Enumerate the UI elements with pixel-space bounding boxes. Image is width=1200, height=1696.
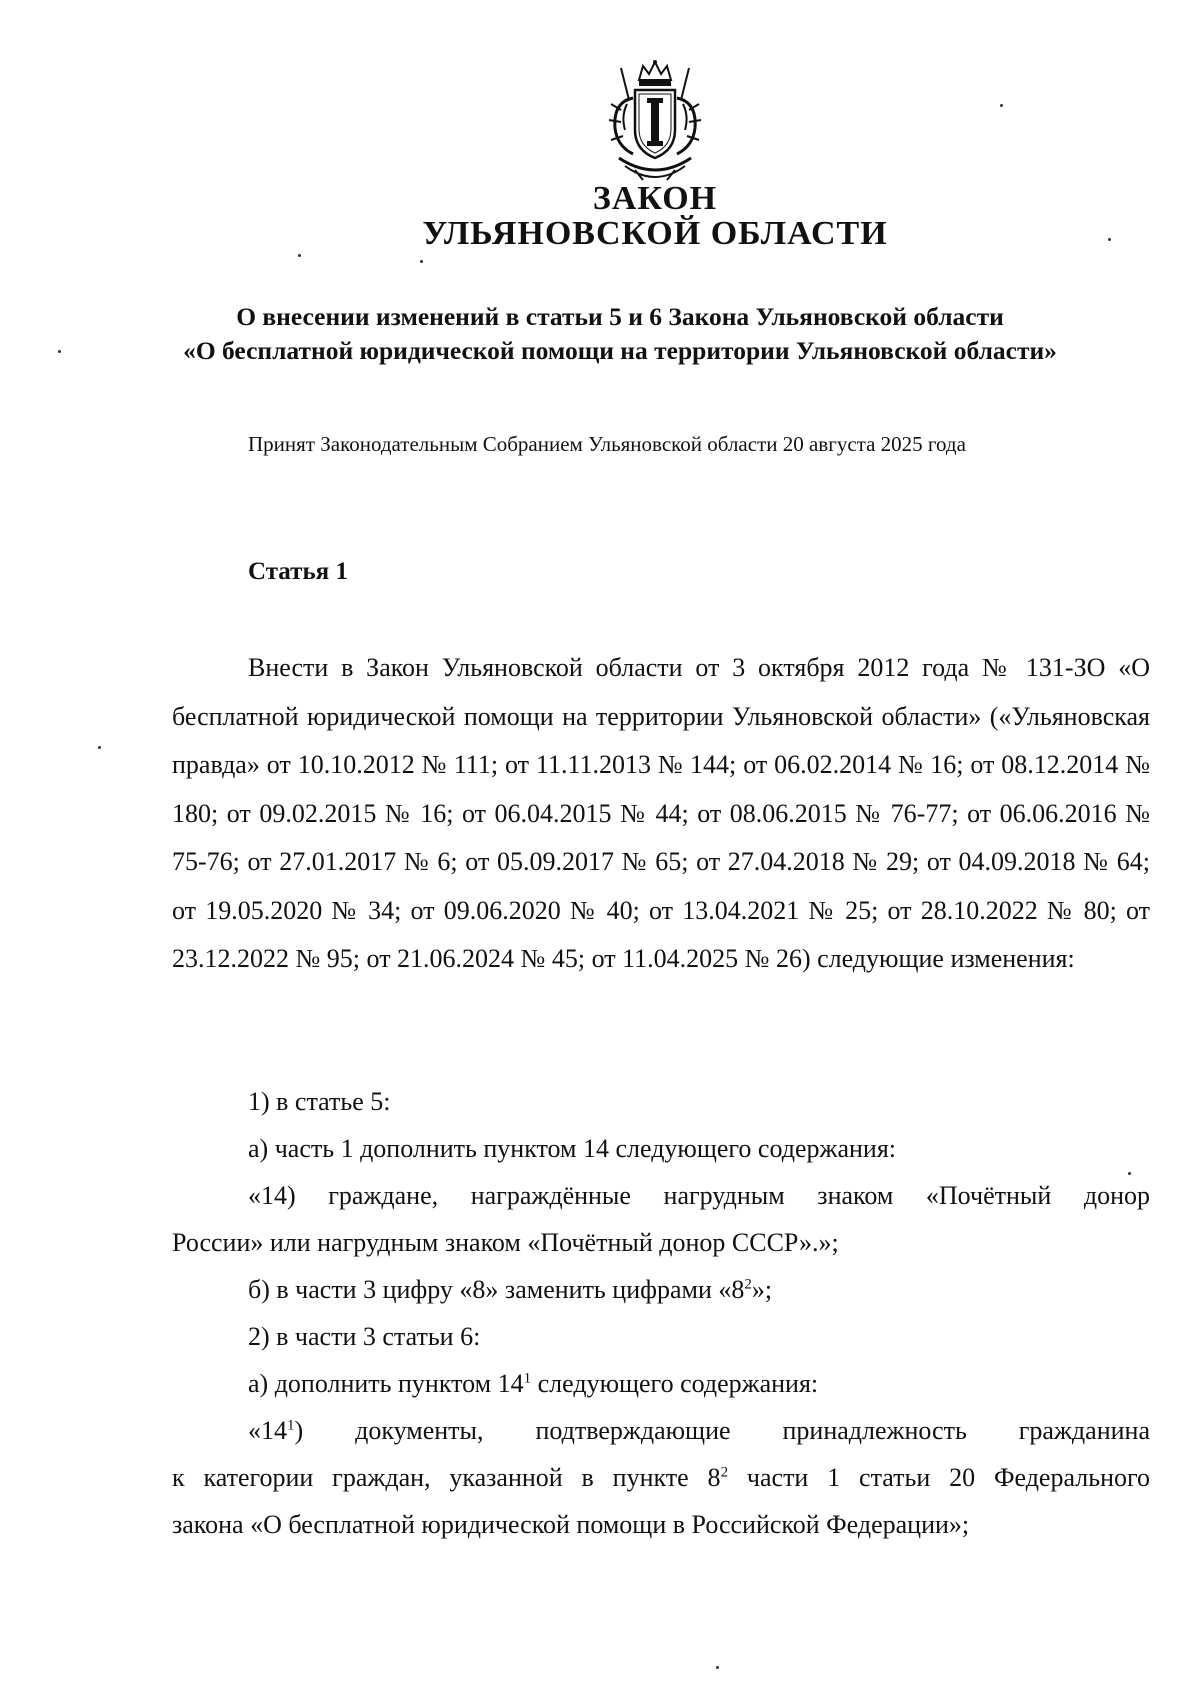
item-1b-text: б) в части 3 цифру «8» заменить цифрами «8	[248, 1275, 745, 1304]
scan-speck	[420, 260, 423, 263]
item-2a-superscript: 1	[523, 1370, 532, 1387]
quote-14-1-line3: закона «О бесплатной юридической помощи в Российской Федерации»;	[172, 1510, 970, 1539]
item-2a-text: а) дополнить пунктом 14	[248, 1369, 524, 1398]
adoption-note: Принят Законодательным Собранием Ульяновской области 20 августа 2025 года	[248, 432, 966, 456]
article-heading: Статья 1	[248, 558, 348, 585]
scan-speck	[716, 1666, 719, 1669]
item-1b-tail: »;	[751, 1275, 773, 1304]
quote-14-1-line2	[172, 1463, 1150, 1493]
quote-14-1-line2-tail: части 1 статьи 20 Федерального	[728, 1463, 1150, 1492]
quote-14-1-open: «14	[248, 1416, 287, 1445]
item-2a-tail: следующего содержания:	[531, 1369, 819, 1398]
document-title-line1: ЗАКОН	[592, 180, 718, 217]
item-1: 1) в статье 5:	[248, 1087, 391, 1116]
item-1b	[248, 1275, 772, 1305]
ulyanovsk-coat-of-arms-icon	[599, 58, 711, 190]
document-subject-line2: «О бесплатной юридической помощи на территории Ульяновской области»	[183, 336, 1057, 365]
quote-14-1-line2-text: к категории граждан, указанной в пункте 8	[172, 1463, 721, 1492]
quote-14-1-superscript: 1	[287, 1417, 295, 1434]
scan-speck	[298, 254, 301, 257]
quote-14-line1: «14) граждане, награждённые нагрудным знаком «Почётный донор	[248, 1181, 1150, 1210]
scan-speck	[1128, 1172, 1131, 1175]
article-body	[172, 644, 1150, 984]
item-2a	[248, 1369, 818, 1399]
quote-14-1-line2-superscript: 2	[720, 1464, 729, 1481]
item-1a: а) часть 1 дополнить пунктом 14 следующего содержания:	[248, 1134, 897, 1163]
scan-speck	[1108, 238, 1111, 241]
item-1b-superscript: 2	[744, 1276, 752, 1293]
document-subject-line1: О внесении изменений в статьи 5 и 6 Закона Ульяновской области	[236, 302, 1004, 331]
item-2: 2) в части 3 статьи 6:	[248, 1322, 481, 1351]
quote-14-1-line1	[248, 1416, 1150, 1446]
document-title-line2: УЛЬЯНОВСКОЙ ОБЛАСТИ	[422, 215, 888, 252]
article-intro-paragraph: Внести в Закон Ульяновской области от 3 октября 2012 года № 131-ЗО «О бесплатной юридической помощи на территории Ульяновской области» («Ульяновская правда» от 10.10.2012 № 111; от 11.11.2013 № 144; от 06.02.2014 № 16; от 08.12.2014 № 180; от 09.02.2015 № 16; от 06.04.2015 № 44; от 08.06.2015 № 76-77; от 06.06.2016 № 75-76; от 27.01.2017 № 6; от 05.09.2017 № 65; от 27.04.2018 № 29; от 04.09.2018 № 64; от 19.05.2020 № 34; от 09.06.2020 № 40; от 13.04.2021 № 25; от 28.10.2022 № 80; от 23.12.2022 № 95; от 21.06.2024 № 45; от 11.04.2025 № 26) следующие изменения:	[172, 653, 1150, 973]
scan-speck	[98, 746, 101, 749]
quote-14-line2: России» или нагрудным знаком «Почётный донор СССР».»;	[172, 1228, 839, 1257]
scan-speck	[1000, 104, 1003, 107]
quote-14-1-text: ) документы, подтверждающие принадлежность гражданина	[294, 1416, 1150, 1445]
scan-speck	[58, 350, 61, 353]
